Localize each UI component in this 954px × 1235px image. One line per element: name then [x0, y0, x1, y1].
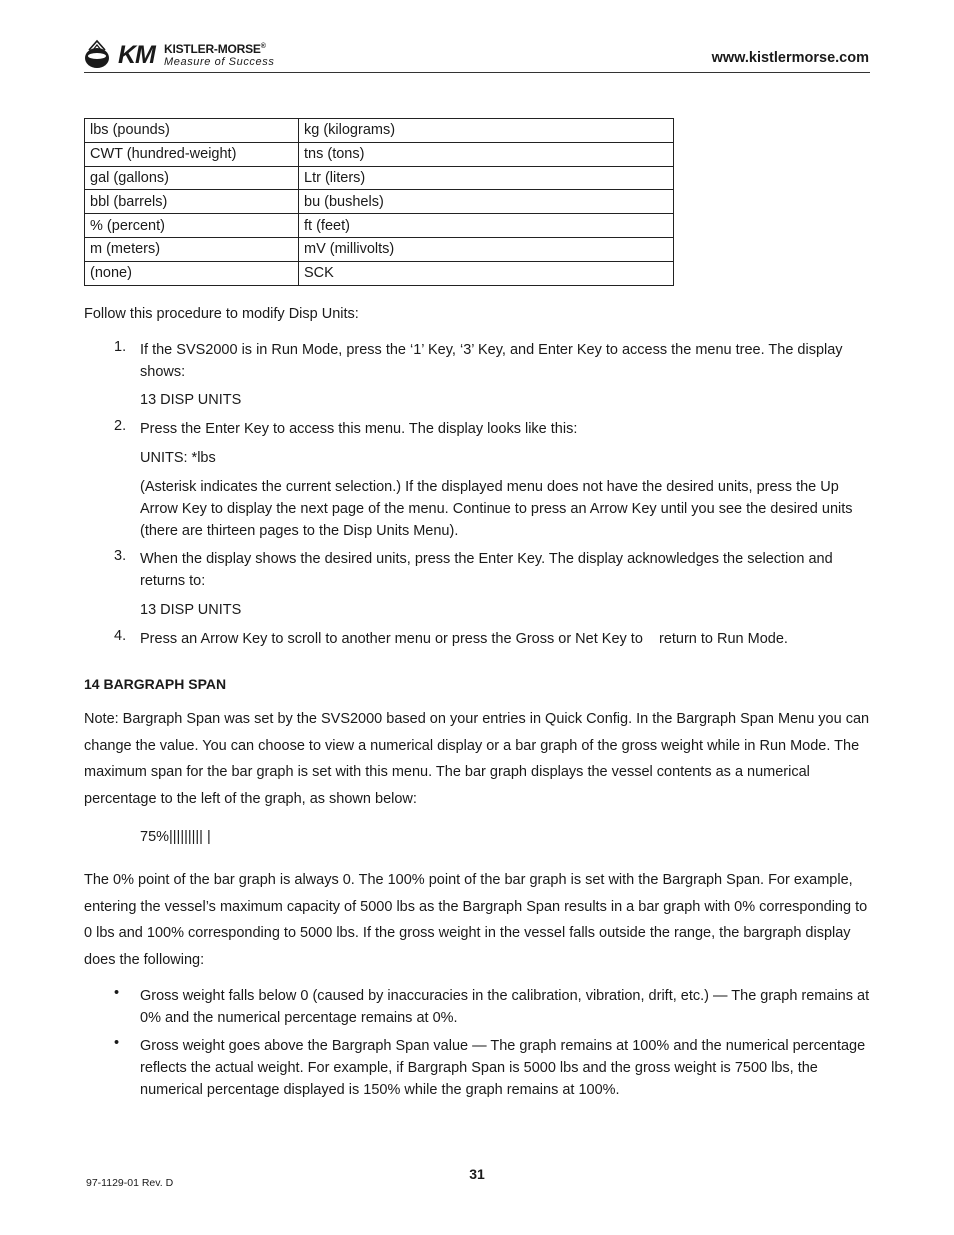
table-cell: ft (feet)	[299, 214, 674, 238]
table-cell: Ltr (liters)	[299, 166, 674, 190]
table-row	[85, 261, 674, 285]
table-row	[85, 190, 674, 214]
table-cell: tns (tons)	[299, 142, 674, 166]
step-text: Press an Arrow Key to scroll to another menu or press the Gross or Net Key to return to Run Mode.	[140, 631, 788, 647]
display-readout: 13 DISP UNITS	[140, 602, 242, 618]
display-readout: UNITS: *lbs	[140, 450, 216, 466]
table-cell: CWT (hundred-weight)	[85, 142, 299, 166]
document-reference: 97-1129-01 Rev. D	[86, 1177, 174, 1189]
logo-emblem-icon	[84, 38, 116, 70]
bullet-icon: •	[114, 1035, 120, 1051]
table-cell: SCK	[299, 261, 674, 285]
header-divider	[84, 72, 870, 73]
logo-mark-text: KM	[118, 41, 155, 69]
bullet-text: Gross weight goes above the Bargraph Span value — The graph remains at 100% and the numerical percentage reflects the actual weight. For example, if Bargraph Span is 5000 lbs and the gross weight is 7500 lbs, the numerical percentage displayed is 150% while the graph remains at 100%.	[140, 1038, 866, 1098]
table-row	[85, 237, 674, 261]
logo-tagline: Measure of Success	[164, 56, 275, 68]
table-cell: m (meters)	[85, 237, 299, 261]
table-cell: gal (gallons)	[85, 166, 299, 190]
website-url: www.kistlermorse.com	[711, 50, 869, 66]
bullet-text: Gross weight falls below 0 (caused by inaccuracies in the calibration, vibration, drift, etc.) — The graph remains at 0% and the numerical percentage remains at 0%.	[140, 988, 870, 1026]
bargraph-example: 75%||||||||| |	[140, 829, 211, 845]
units-table	[84, 118, 674, 286]
table-cell: kg (kilograms)	[299, 119, 674, 143]
page-number: 31	[469, 1166, 485, 1182]
step-text: If the SVS2000 is in Run Mode, press the ‘1’ Key, ‘3’ Key, and Enter Key to access the menu tree. The display shows:	[140, 342, 843, 380]
step-note: (Asterisk indicates the current selection.) If the displayed menu does not have the desired units, press the Up Arrow Key to display the next page of the menu. Continue to press an Arrow Key until you see the desired units (there are thirteen pages to the Disp Units Menu).	[140, 479, 853, 539]
table-cell: bbl (barrels)	[85, 190, 299, 214]
step-number: 2.	[114, 418, 127, 434]
table-cell: lbs (pounds)	[85, 119, 299, 143]
logo-company-name: KISTLER-MORSE®	[164, 42, 266, 56]
section-heading: 14 BARGRAPH SPAN	[84, 676, 227, 692]
table-cell: mV (millivolts)	[299, 237, 674, 261]
table-row	[85, 142, 674, 166]
step-text: When the display shows the desired units, press the Enter Key. The display acknowledges the selection and returns to:	[140, 551, 833, 589]
table-cell: (none)	[85, 261, 299, 285]
span-paragraph: The 0% point of the bar graph is always 0. The 100% point of the bar graph is set with the Bargraph Span. For example, entering the vessel’s maximum capacity of 5000 lbs as the Bargraph Span results in a bar graph with 0% corresponding to 0 lbs and 100% corresponding to 5000 lbs. If the gross weight in the vessel falls outside the range, the bargraph display does the following:	[84, 872, 868, 968]
step-text: Press the Enter Key to access this menu. The display looks like this:	[140, 421, 578, 437]
note-paragraph: Note: Bargraph Span was set by the SVS2000 based on your entries in Quick Config. In the Bargraph Span Menu you can change the value. You can choose to view a numerical display or a bar graph of the gross weight while in Run Mode. The maximum span for the bar graph is set with this menu. The bar graph displays the vessel contents as a numerical percentage to the left of the graph, as shown below:	[84, 711, 870, 807]
bullet-icon: •	[114, 985, 120, 1001]
step-number: 1.	[114, 339, 127, 355]
table-row	[85, 166, 674, 190]
step-number: 4.	[114, 628, 127, 644]
table-cell: % (percent)	[85, 214, 299, 238]
display-readout: 13 DISP UNITS	[140, 392, 242, 408]
step-number: 3.	[114, 548, 127, 564]
table-row	[85, 214, 674, 238]
company-logo	[84, 38, 284, 72]
table-cell: bu (bushels)	[299, 190, 674, 214]
table-row	[85, 119, 674, 143]
intro-text: Follow this procedure to modify Disp Units:	[84, 306, 359, 322]
